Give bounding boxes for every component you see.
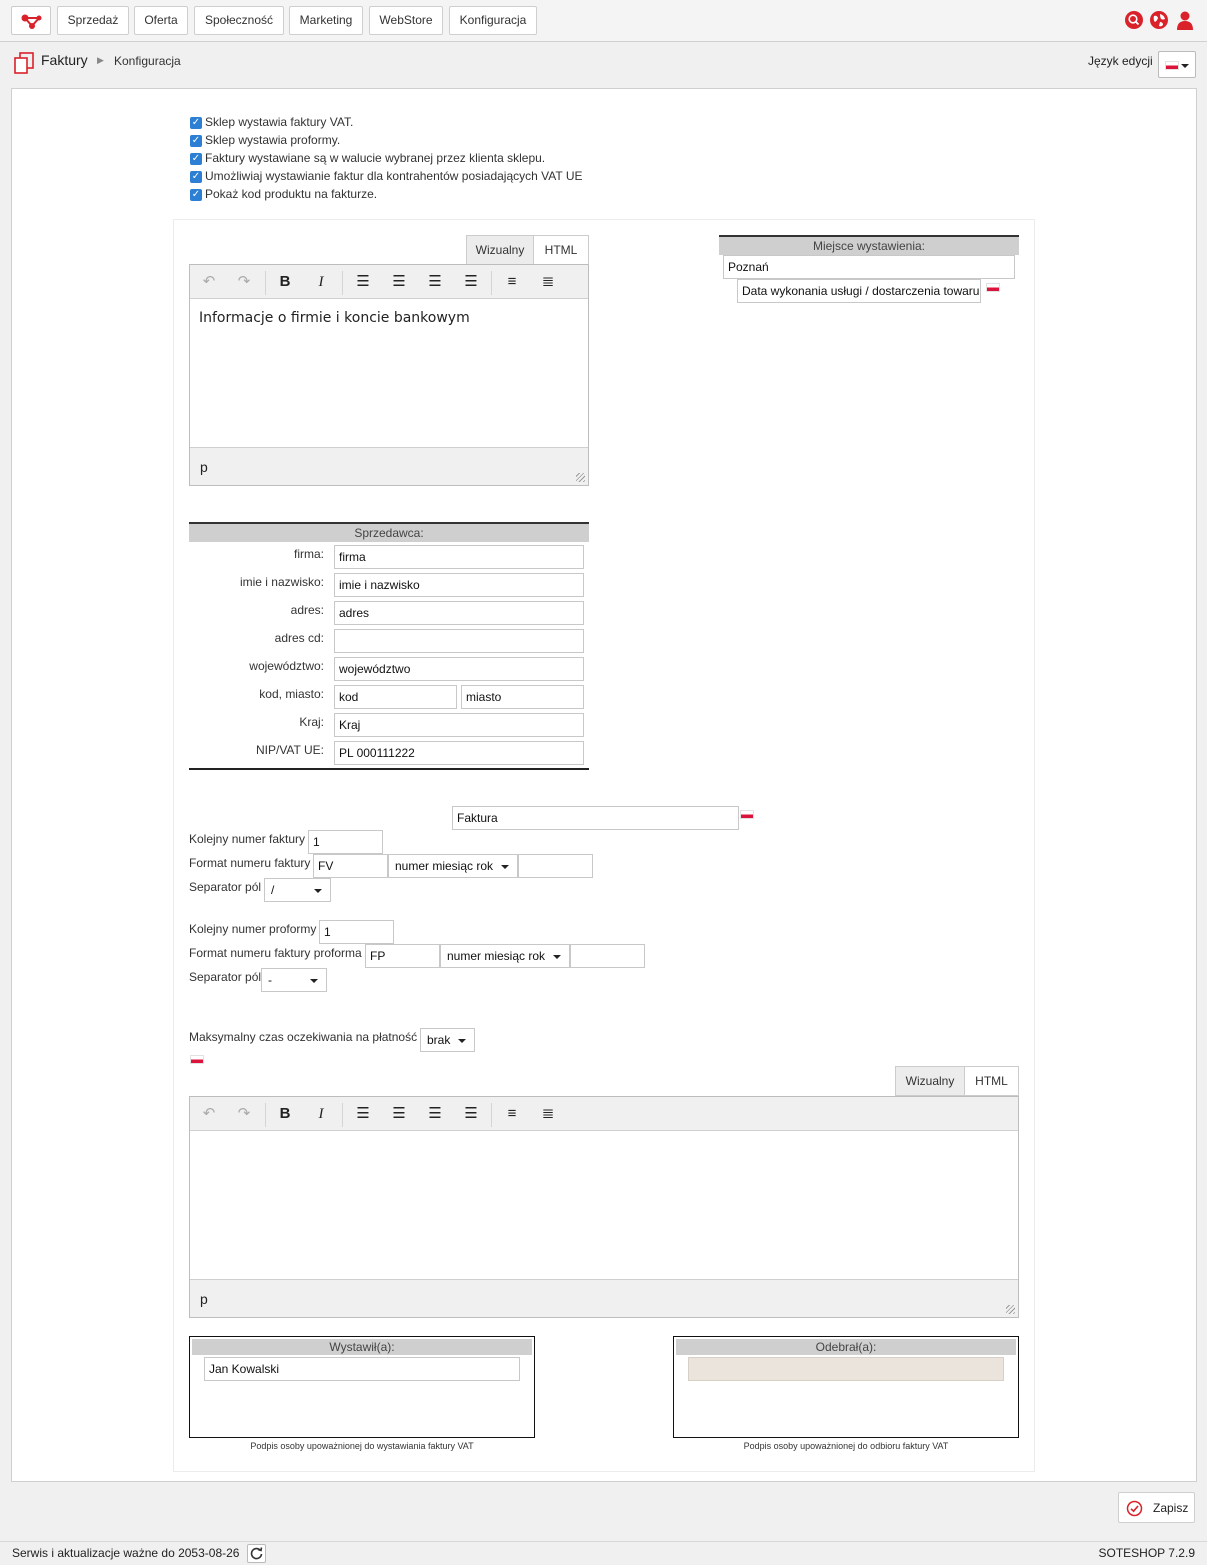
- seller-city-input[interactable]: miasto: [461, 685, 584, 709]
- seller-postal-input[interactable]: kod: [334, 685, 457, 709]
- italic-icon[interactable]: I: [318, 274, 324, 290]
- seller-address-input[interactable]: adres: [334, 601, 584, 625]
- breadcrumb: [0, 42, 1207, 88]
- editor-statusbar: [190, 1279, 1018, 1317]
- seller-nip-input[interactable]: PL 000111222: [334, 741, 584, 765]
- proforma-next-number-label: Kolejny numer proformy: [189, 922, 317, 936]
- checkbox-checked-icon[interactable]: ✓: [191, 135, 201, 146]
- invoice-notes-editor: [189, 1096, 1019, 1318]
- proforma-format-label: Format numeru faktury proforma: [189, 946, 362, 960]
- bullet-list-icon[interactable]: ≡: [507, 273, 517, 290]
- proforma-separator-label: Separator pól: [189, 970, 262, 984]
- version-info: SOTESHOP 7.2.9: [1098, 1546, 1195, 1560]
- seller-name-label: imie i nazwisko:: [239, 575, 324, 589]
- service-date-label-input[interactable]: Data wykonania usługi / dostarczenia towaru: [737, 279, 981, 303]
- breadcrumb-separator-icon: ▶: [97, 55, 104, 65]
- seller-divider: [189, 768, 589, 770]
- editor-toolbar: [190, 1097, 1018, 1131]
- breadcrumb-title[interactable]: Faktury: [41, 52, 88, 68]
- poland-flag-icon[interactable]: [190, 1055, 204, 1064]
- checkbox-checked-icon[interactable]: ✓: [191, 189, 201, 200]
- checkbox-checked-icon[interactable]: ✓: [191, 153, 201, 164]
- element-path: p: [200, 459, 208, 475]
- nav-konfiguracja[interactable]: Konfiguracja: [449, 6, 537, 35]
- user-icon[interactable]: [1175, 10, 1195, 30]
- chevron-down-icon: [553, 955, 561, 959]
- seller-firma-label: firma:: [294, 547, 324, 561]
- tab-visual[interactable]: Wizualny: [466, 235, 534, 265]
- italic-icon[interactable]: I: [318, 1106, 324, 1122]
- proforma-separator-select[interactable]: -: [261, 968, 327, 992]
- tab-html[interactable]: HTML: [533, 235, 589, 265]
- company-info-editor: [189, 264, 589, 486]
- payment-time-label: Maksymalny czas oczekiwania na płatność: [189, 1030, 418, 1044]
- top-navigation: [0, 0, 1207, 42]
- license-info: Serwis i aktualizacje ważne do 2053-08-26: [12, 1546, 240, 1560]
- nav-spolecznosc[interactable]: Społeczność: [194, 6, 284, 35]
- poland-flag-icon: [1165, 61, 1179, 70]
- nav-oferta[interactable]: Oferta: [134, 6, 188, 35]
- numbered-list-icon[interactable]: ≣: [541, 273, 555, 290]
- tab-html[interactable]: HTML: [964, 1066, 1019, 1096]
- issued-by-box: [189, 1336, 535, 1438]
- received-by-header: Odebrał(a):: [676, 1339, 1016, 1355]
- seller-name-input[interactable]: imie i nazwisko: [334, 573, 584, 597]
- redo-icon[interactable]: ↷: [237, 273, 251, 290]
- received-by-caption: Podpis osoby upoważnionej do odbioru faktury VAT: [743, 1441, 949, 1451]
- nav-sprzedaz[interactable]: Sprzedaż: [57, 6, 129, 35]
- seller-country-label: Kraj:: [299, 715, 324, 729]
- seller-address2-label: adres cd:: [274, 631, 324, 645]
- seller-region-label: województwo:: [249, 659, 324, 673]
- checkbox-checked-icon[interactable]: ✓: [191, 171, 201, 182]
- payment-time-select[interactable]: brak: [420, 1028, 475, 1052]
- logo-icon: [12, 7, 52, 36]
- checkbox-checked-icon[interactable]: ✓: [191, 117, 201, 128]
- refresh-icon: [248, 1545, 265, 1562]
- invoice-next-number-label: Kolejny numer faktury: [189, 832, 306, 846]
- language-select[interactable]: [1158, 51, 1196, 78]
- editor-content[interactable]: Informacje o firmie i koncie bankowym: [199, 310, 470, 326]
- invoice-suffix-input[interactable]: [518, 854, 593, 878]
- invoice-format-label: Format numeru faktury: [189, 856, 311, 870]
- seller-postal-city-label: kod, miasto:: [259, 687, 324, 701]
- issued-by-header: Wystawił(a):: [192, 1339, 532, 1355]
- align-justify-icon[interactable]: ☰: [464, 273, 478, 290]
- language-label: Język edycji: [1088, 54, 1153, 68]
- logo-button[interactable]: [11, 6, 51, 35]
- issued-by-input[interactable]: Jan Kowalski: [204, 1357, 520, 1381]
- editor-statusbar: [190, 447, 588, 485]
- undo-icon[interactable]: ↶: [202, 273, 216, 290]
- chevron-down-icon: [501, 865, 509, 869]
- invoices-icon: [13, 52, 35, 74]
- undo-icon[interactable]: ↶: [202, 1105, 216, 1122]
- numbered-list-icon[interactable]: ≣: [541, 1105, 555, 1122]
- save-button[interactable]: Zapisz: [1118, 1492, 1195, 1523]
- align-right-icon[interactable]: ☰: [428, 273, 442, 290]
- place-header: Miejsce wystawienia:: [719, 235, 1019, 255]
- seller-country-input[interactable]: Kraj: [334, 713, 584, 737]
- seller-address-label: adres:: [290, 603, 324, 617]
- invoice-next-number-input[interactable]: 1: [308, 830, 383, 854]
- globe-icon[interactable]: [1149, 10, 1169, 30]
- redo-icon[interactable]: ↷: [237, 1105, 251, 1122]
- align-left-icon[interactable]: ☰: [356, 1105, 370, 1122]
- seller-nip-label: NIP/VAT UE:: [255, 743, 324, 757]
- invoice-title-input[interactable]: Faktura: [452, 806, 739, 830]
- chevron-down-icon: [1181, 64, 1189, 68]
- search-icon[interactable]: [1124, 10, 1144, 30]
- resize-handle-icon[interactable]: [576, 473, 585, 482]
- poland-flag-icon[interactable]: [986, 283, 1000, 292]
- chevron-down-icon: [458, 1039, 466, 1043]
- bold-icon[interactable]: B: [279, 273, 291, 290]
- align-center-icon[interactable]: ☰: [392, 1105, 406, 1122]
- refresh-button[interactable]: [247, 1544, 266, 1563]
- seller-address2-input[interactable]: [334, 629, 584, 653]
- issued-by-caption: Podpis osoby upoważnionej do wystawiania faktury VAT: [250, 1441, 474, 1451]
- align-right-icon[interactable]: ☰: [428, 1105, 442, 1122]
- received-by-input[interactable]: [688, 1357, 1004, 1381]
- check-circle-icon: [1126, 1500, 1143, 1517]
- seller-region-input[interactable]: województwo: [334, 657, 584, 681]
- invoice-separator-select[interactable]: /: [264, 878, 331, 902]
- nav-marketing[interactable]: Marketing: [289, 6, 363, 35]
- proforma-next-number-input[interactable]: 1: [319, 920, 394, 944]
- footer: [0, 1541, 1207, 1565]
- tab-visual[interactable]: Wizualny: [895, 1066, 965, 1096]
- nav-webstore[interactable]: WebStore: [369, 6, 443, 35]
- chevron-down-icon: [314, 889, 322, 893]
- resize-handle-icon[interactable]: [1006, 1305, 1015, 1314]
- editor-content[interactable]: [190, 1131, 1018, 1153]
- received-by-box: [673, 1336, 1019, 1438]
- poland-flag-icon[interactable]: [740, 810, 754, 819]
- element-path: p: [200, 1291, 208, 1307]
- seller-header: Sprzedawca:: [189, 522, 589, 542]
- proforma-suffix-input[interactable]: [570, 944, 645, 968]
- place-city-input[interactable]: Poznań: [723, 255, 1015, 279]
- align-justify-icon[interactable]: ☰: [464, 1105, 478, 1122]
- seller-firma-input[interactable]: firma: [334, 545, 584, 569]
- bold-icon[interactable]: B: [279, 1105, 291, 1122]
- breadcrumb-current: Konfiguracja: [114, 54, 181, 68]
- align-center-icon[interactable]: ☰: [392, 273, 406, 290]
- align-left-icon[interactable]: ☰: [356, 273, 370, 290]
- proforma-prefix-input[interactable]: FP: [365, 944, 440, 968]
- proforma-format-select[interactable]: numer miesiąc rok: [440, 944, 570, 968]
- invoice-separator-label: Separator pól: [189, 880, 262, 894]
- invoice-format-select[interactable]: numer miesiąc rok: [388, 854, 518, 878]
- invoice-prefix-input[interactable]: FV: [313, 854, 388, 878]
- chevron-down-icon: [310, 979, 318, 983]
- bullet-list-icon[interactable]: ≡: [507, 1105, 517, 1122]
- editor-toolbar: [190, 265, 588, 299]
